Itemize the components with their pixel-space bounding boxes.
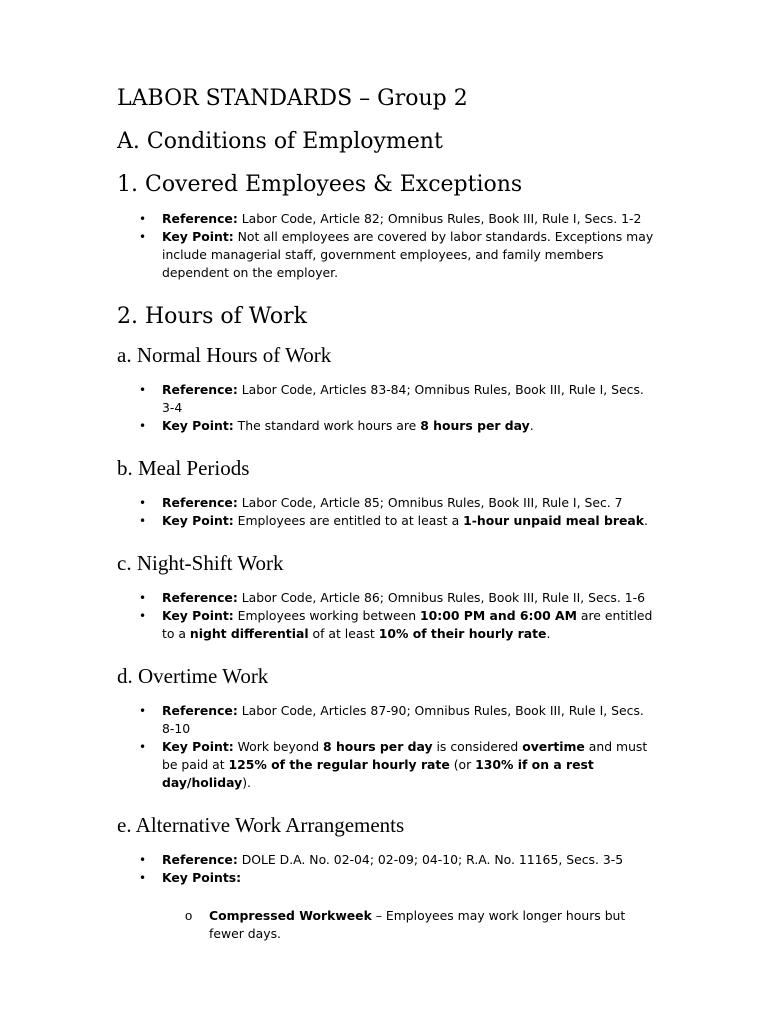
list-item: [117, 494, 657, 512]
bullet-icon: •: [139, 230, 147, 244]
key-point-label: Key Point:: [162, 739, 234, 754]
circle-bullet-icon: o: [185, 908, 193, 923]
normal-hours-list: [117, 381, 657, 435]
reference-label: Reference:: [162, 590, 238, 605]
list-item: [117, 381, 657, 417]
bullet-icon: •: [139, 609, 147, 623]
key-point-label: Key Point:: [162, 513, 234, 528]
reference-label: Reference:: [162, 382, 238, 397]
sub-list-item: [117, 907, 657, 943]
reference-label: Reference:: [162, 495, 238, 510]
reference-text: Labor Code, Articles 87-90; Omnibus Rules, Book III, Rule I, Secs. 8-10: [162, 703, 644, 736]
list-item: [117, 869, 657, 887]
bullet-icon: •: [139, 591, 147, 605]
key-point-emphasis: 1-hour unpaid meal break: [463, 513, 644, 528]
reference-text: DOLE D.A. No. 02-04; 02-09; 04-10; R.A. No. 11165, Secs. 3-5: [237, 852, 624, 867]
key-point-text: of at least: [308, 626, 379, 641]
list-item: [117, 228, 657, 282]
list-item: [117, 210, 657, 228]
subsection-heading-alternative-work: e. Alternative Work Arrangements: [117, 813, 405, 837]
bullet-icon: •: [139, 704, 147, 718]
key-point-label: Key Point:: [162, 418, 234, 433]
key-point-text: The standard work hours are: [233, 418, 421, 433]
bullet-icon: •: [139, 514, 147, 528]
key-point-text: .: [546, 626, 551, 641]
subsection-heading-meal-periods: b. Meal Periods: [117, 456, 250, 480]
key-point-emphasis: 8 hours per day: [323, 739, 433, 754]
meal-periods-list: [117, 494, 657, 530]
alternative-work-sublist: [117, 907, 657, 943]
reference-label: Reference:: [162, 852, 238, 867]
overtime-list: [117, 702, 657, 792]
bullet-icon: •: [139, 383, 147, 397]
list-item: [117, 738, 657, 792]
key-point-emphasis: 10:00 PM and 6:00 AM: [420, 608, 577, 623]
subsection-heading-normal-hours: a. Normal Hours of Work: [117, 343, 332, 367]
key-point-emphasis: 125% of the regular hourly rate: [228, 757, 450, 772]
key-point-text: Employees working between: [233, 608, 421, 623]
key-point-text: Employees are entitled to at least a: [233, 513, 464, 528]
list-item: [117, 702, 657, 738]
key-point-text: and must be paid at: [162, 739, 648, 772]
key-points-label: Key Points:: [162, 870, 242, 885]
alternative-work-list: [117, 851, 657, 887]
bullet-icon: •: [139, 496, 147, 510]
bullet-icon: •: [139, 212, 147, 226]
key-point-text: is considered: [432, 739, 523, 754]
covered-employees-list: [117, 210, 657, 282]
reference-label: Reference:: [162, 703, 238, 718]
key-point-text: (or: [449, 757, 476, 772]
night-shift-list: [117, 589, 657, 643]
key-point-text: .: [643, 513, 648, 528]
key-point-emphasis: 8 hours per day: [420, 418, 530, 433]
key-point-text: ).: [242, 775, 251, 790]
reference-text: Labor Code, Article 85; Omnibus Rules, Book III, Rule I, Sec. 7: [237, 495, 623, 510]
section-heading-hours-of-work: 2. Hours of Work: [117, 304, 307, 329]
subsection-heading-overtime: d. Overtime Work: [117, 664, 269, 688]
reference-text: Labor Code, Articles 83-84; Omnibus Rules, Book III, Rule I, Secs. 3-4: [162, 382, 644, 415]
list-item: [117, 512, 657, 530]
key-point-label: Key Point:: [162, 608, 234, 623]
key-point-emphasis: night differential: [189, 626, 309, 641]
reference-text: Labor Code, Article 86; Omnibus Rules, Book III, Rule II, Secs. 1-6: [237, 590, 645, 605]
reference-text: Labor Code, Article 82; Omnibus Rules, Book III, Rule I, Secs. 1-2: [237, 211, 642, 226]
bullet-icon: •: [139, 853, 147, 867]
document-content: [117, 84, 657, 943]
reference-label: Reference:: [162, 211, 238, 226]
subsection-heading-night-shift: c. Night-Shift Work: [117, 551, 284, 575]
document-title: LABOR STANDARDS – Group 2: [117, 86, 468, 111]
key-point-emphasis: 10% of their hourly rate: [378, 626, 547, 641]
key-point-text: are entitled to a: [162, 608, 653, 641]
bullet-icon: •: [139, 419, 147, 433]
key-point-text: .: [529, 418, 534, 433]
key-point-text: Work beyond: [233, 739, 324, 754]
sub-item-title: Compressed Workweek: [209, 908, 372, 923]
key-point-text: Not all employees are covered by labor standards. Exceptions may include managerial staff, government employees, and family members dependent on the employer.: [162, 229, 654, 280]
key-point-emphasis: 130% if on a rest day/holiday: [162, 757, 594, 790]
key-point-emphasis: overtime: [522, 739, 585, 754]
section-heading-covered-employees: 1. Covered Employees & Exceptions: [117, 172, 523, 197]
part-heading: A. Conditions of Employment: [117, 129, 443, 154]
list-item: [117, 851, 657, 869]
bullet-icon: •: [139, 740, 147, 754]
list-item: [117, 417, 657, 435]
bullet-icon: •: [139, 871, 147, 885]
list-item: [117, 607, 657, 643]
list-item: [117, 589, 657, 607]
key-point-label: Key Point:: [162, 229, 234, 244]
sub-item-text: – Employees may work longer hours but fewer days.: [209, 908, 626, 941]
